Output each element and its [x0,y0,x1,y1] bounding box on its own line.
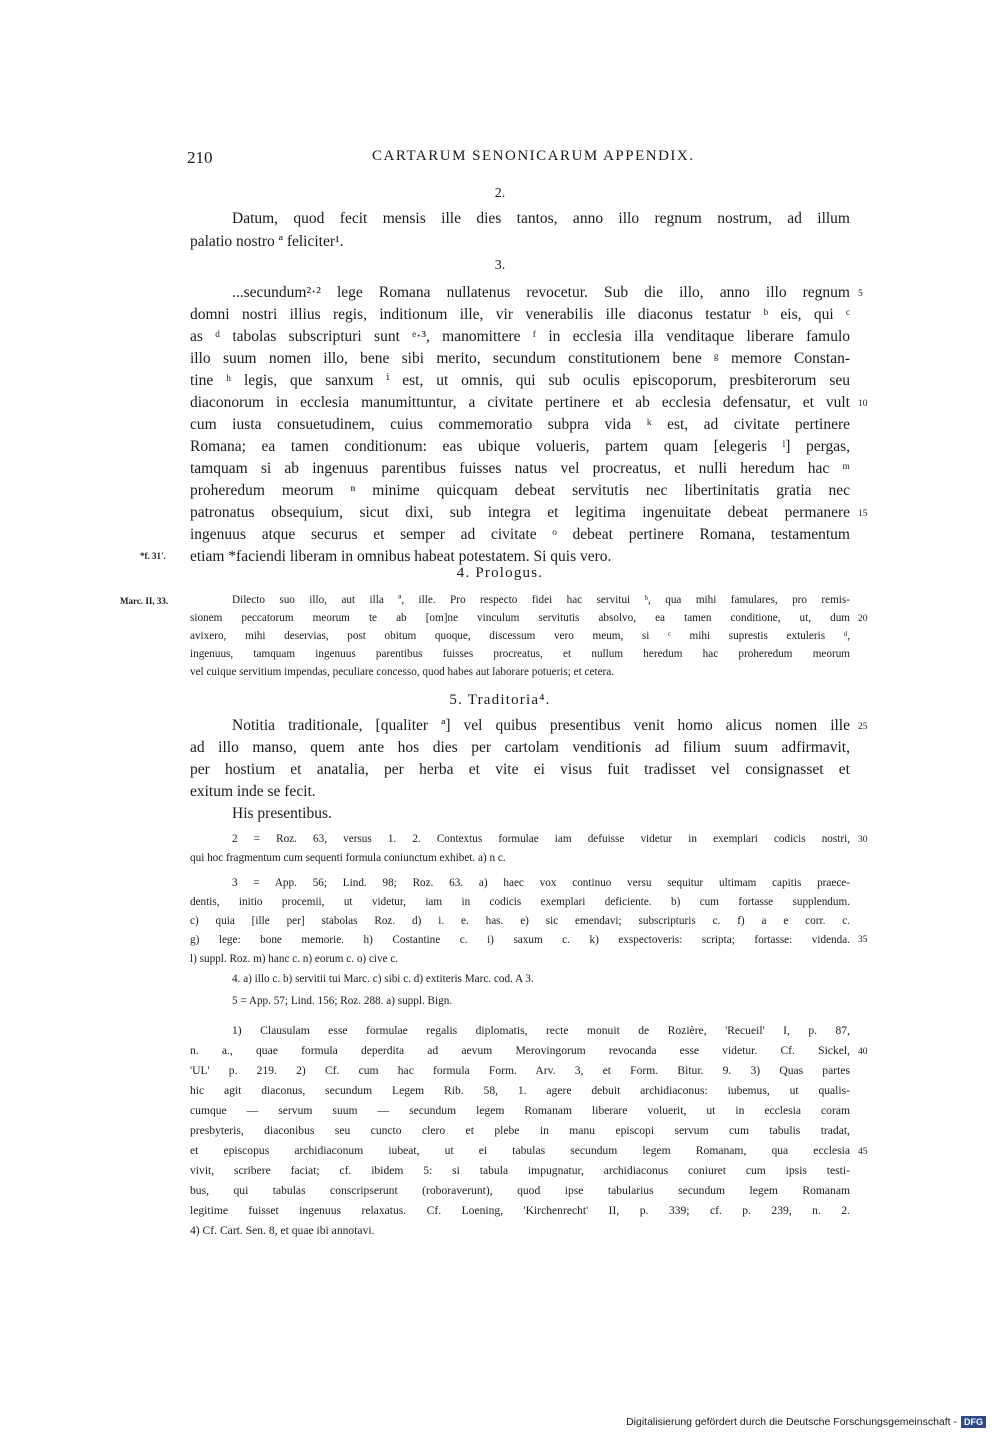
footnote-line: legitime fuisset ingenuus relaxatus. Cf. Loening, 'Kirchenrecht' II, p. 339; cf. p. 239, n. 2. [190,1204,850,1217]
apparatus-line: 3 = App. 56; Lind. 98; Roz. 63. a) haec vox continuo versu sequitur ultimam capitis praece- [232,877,850,889]
apparatus-line: c) quia [ille per] stabolas Roz. d) i. e. has. e) sic emendavi; subscripturis c. f) a e corr. c. [190,915,850,927]
footnote-line: n. a., quae formula deperdita ad aevum Merovingorum revocanda esse videtur. Cf. Sickel, [190,1044,850,1057]
line-number: 30 [858,835,868,845]
footnote-line: 'UL' p. 219. 2) Cf. cum hac formula Form. Arv. 3, et Form. Bitur. 9. 3) Quas partes [190,1064,850,1077]
text-line: Dilecto suo illo, aut illa ª, ille. Pro respecto fidei hac servitui ᵇ, qua mihi famulares, pro remis- [232,594,850,606]
text-line: etiam *faciendi liberam in omnibus habeat potestatem. Si quis vero. [190,548,612,565]
text-line: per hostium et anatalia, per herba et vite ei visus fuit tradisset vel consignasset et [190,761,850,778]
footnote-line: cumque — servum suum — secundum legem Romanam liberare voluerit, ut in ecclesia coram [190,1104,850,1117]
apparatus-line: dentis, initio procemii, ut videtur, iam in codicis exemplari deficiente. b) cum fortasse supplendum. [190,896,850,908]
running-title: CARTARUM SENONICARUM APPENDIX. [372,148,695,164]
text-line: Datum, quod fecit mensis ille dies tantos, anno illo regnum nostrum, ad illum [232,210,850,227]
footnote-line: presbyteris, diaconibus seu cuncto clero et plebe in manu episcopi servum cum tabulis tradat, [190,1124,850,1137]
source-reference: Marc. II, 33. [120,596,169,606]
text-line: sionem peccatorum meorum te ab [om]ne vinculum servitutis absolvo, ea tamen conditione, ut, dum [190,612,850,624]
apparatus-line: g) lege: bone memorie. h) Costantine c. i) saxum c. k) exspectoveris: scripta; fortasse: videnda. [190,934,850,946]
footnote-line: bus, qui tabulas conscripserunt (roboraverunt), quod ipse tabularius secundum legem Romanam [190,1184,850,1197]
footnote-line: 1) Clausulam esse formulae regalis diplomatis, recte monuit de Rozière, 'Recueil' I, p. 87, [232,1024,850,1037]
text-line: ad illo manso, quem ante hos dies per cartolam venditionis ad filium suum adfirmavit, [190,739,850,756]
section-3-number: 3. [494,258,506,273]
line-number: 35 [858,935,868,945]
dfg-logo: DFG [961,1416,986,1428]
text-line: vel cuique servitium impendas, peculiare concesso, quod habes aut laborare potueris; et cetera. [190,666,615,678]
text-line: His presentibus. [232,805,332,822]
footnote-line: hic agit diaconus, secundum Legem Rib. 58, 1. agere debuit archidiaconus: iubemus, ut qualis- [190,1084,850,1097]
section-5-heading: 5. Traditoria⁴. [449,692,551,708]
section-2-number: 2. [494,186,506,201]
apparatus-line: qui hoc fragmentum cum sequenti formula coniunctum exhibet. a) n c. [190,852,506,864]
footnote-line: 4) Cf. Cart. Sen. 8, et quae ibi annotavi. [190,1224,375,1237]
text-line: as ᵈ tabolas subscripturi sunt ᵉ·³, manomittere ᶠ in ecclesia illa venditaque liberare famulo [190,328,850,345]
page-number: 210 [187,148,213,167]
line-number: 45 [858,1147,868,1157]
footnote-line: vivit, scribere faciat; cf. ibidem 5: si tabula impugnatur, archidiaconus coniuret cum ipsis testi- [190,1164,850,1177]
text-line: diaconorum in ecclesia manumittuntur, a civitate pertinere et ab ecclesia defensatur, et vult [190,394,850,411]
section-4-heading: 4. Prologus. [456,565,544,581]
text-line: Notitia traditionale, [qualiter ª] vel quibus presentibus venit homo alicus nomen ille [232,717,850,734]
line-number: 15 [858,509,868,519]
digitization-credit [626,1416,986,1428]
text-line: ...secundum²·² lege Romana nullatenus revocetur. Sub die illo, anno illo regnum [232,284,850,301]
folio-reference: *f. 31'. [140,551,166,561]
text-line: domni nostri illius regis, inditionum ille, vir venerabilis ille diaconus testatur ᵇ eis, qui ᶜ [190,306,850,323]
text-line: illo suum nomen illo, bene sibi merito, secundum constitutionem bene ᵍ memore Constan- [190,350,850,367]
text-line: patronatus obsequium, sicut dixi, sub integra et legitima ingenuitate debeat permanere [190,504,850,521]
text-line: cum iusta consuetudinem, cuius commemoratio subpra vida ᵏ est, ad civitate pertinere [190,416,850,433]
line-number: 40 [858,1047,868,1057]
footnote-line: et episcopus archidiaconum iubeat, ut ei tabulas secundum legem Romanam, qua ecclesia [190,1144,850,1157]
text-line: avixero, mihi deservias, post obitum quoque, discessum vero meum, si ᶜ mihi suprestis extuleris ᵈ, [190,630,850,642]
text-line: tine ʰ legis, que sanxum ⁱ est, ut omnis, qui sub oculis episcoporum, presbiterorum seu [190,372,850,389]
line-number: 10 [858,399,868,409]
text-line: ingenuus, tamquam ingenuus parentibus fuisses procreatus, et nullum heredum hac proheredum meorum [190,648,850,660]
credit-text: Digitalisierung gefördert durch die Deutsche Forschungsgemeinschaft - [626,1416,957,1428]
text-line: proheredum meorum ⁿ minime quicquam debeat servitutis nec libertinitatis gratia nec [190,482,850,499]
line-number: 20 [858,614,868,624]
line-number: 25 [858,722,868,732]
line-number: 5 [858,289,863,299]
apparatus-line: 4. a) illo c. b) servitii tui Marc. c) sibi c. d) extiteris Marc. cod. A 3. [232,973,534,985]
text-line: palatio nostro ª feliciter¹. [190,233,344,250]
text-line: tamquam si ab ingenuus parentibus fuisses natus vel procreatus, et nulli heredum hac ᵐ [190,460,850,477]
text-line: ingenuus atque securus et semper ad civitate ᵒ debeat pertinere Romana, testamentum [190,526,850,543]
text-line: exitum inde se fecit. [190,783,316,800]
apparatus-line: 2 = Roz. 63, versus 1. 2. Contextus formulae iam defuisse videtur in exemplari codicis nostri, [232,833,850,845]
text-line: Romana; ea tamen conditionum: eas ubique volueris, partem quam [elegeris ˡ] pergas, [190,438,850,455]
apparatus-line: l) suppl. Roz. m) hanc c. n) eorum c. o) cive c. [190,953,399,965]
apparatus-line: 5 = App. 57; Lind. 156; Roz. 288. a) suppl. Bign. [232,995,453,1007]
